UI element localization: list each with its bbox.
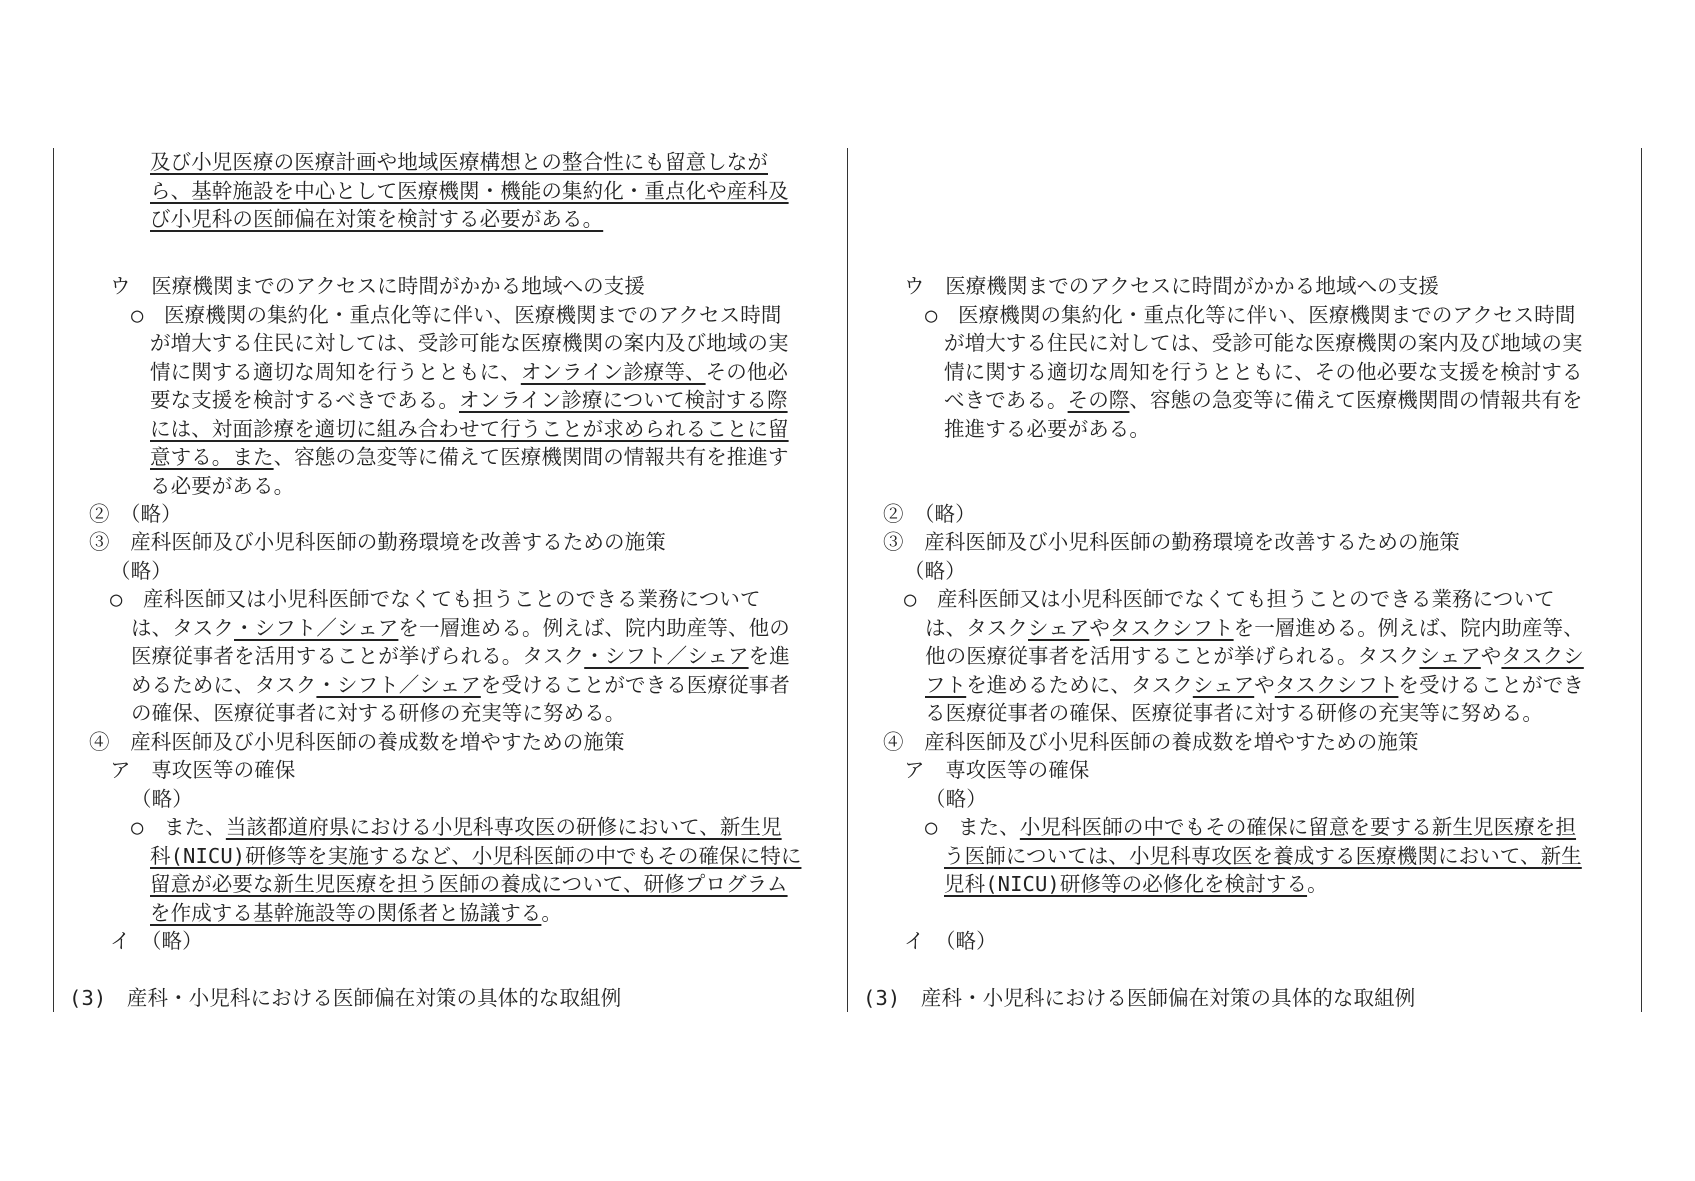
text-span: を一層進める。例えば、院内助産等、他の xyxy=(398,616,790,640)
text-span: ○ 産科医師又は小児科医師でなくても担うことのできる業務について xyxy=(110,587,761,611)
text-line xyxy=(110,756,295,784)
text-line xyxy=(863,984,1415,1012)
text-line xyxy=(150,415,789,443)
text-span: 、容態の急変等に備えて医療機関間の情報共有を xyxy=(1129,388,1583,412)
text-line xyxy=(89,528,666,556)
text-line xyxy=(69,984,621,1012)
text-line xyxy=(944,358,1583,386)
text-line xyxy=(944,870,1328,898)
text-span: ○ 医療機関の集約化・重点化等に伴い、医療機関までのアクセス時間 xyxy=(131,303,782,327)
underlined-text: タスクシフト xyxy=(1274,673,1399,697)
text-line xyxy=(131,813,782,841)
text-line xyxy=(150,899,562,927)
text-line xyxy=(110,927,203,955)
text-span: イ （略） xyxy=(110,929,203,953)
text-line xyxy=(110,557,172,585)
text-span: 医療従事者を活用することが挙げられる。タスク xyxy=(131,644,585,668)
underlined-text: 小児科医師の中でもその確保に留意を要する新生児医療を担 xyxy=(1019,815,1577,839)
underlined-text: フト xyxy=(925,673,967,697)
text-span: る医療従事者の確保、医療従事者に対する研修の充実等に努める。 xyxy=(925,701,1543,725)
text-span: ③ 産科医師及び小児科医師の勤務環境を改善するための施策 xyxy=(883,530,1460,554)
text-span: や xyxy=(1254,673,1275,697)
text-span: ○ 産科医師又は小児科医師でなくても担うことのできる業務について xyxy=(904,587,1555,611)
text-line xyxy=(150,842,801,870)
text-line xyxy=(904,756,1089,784)
text-span: の確保、医療従事者に対する研修の充実等に努める。 xyxy=(131,701,626,725)
text-span: （略） xyxy=(904,559,966,583)
text-span: ② （略） xyxy=(89,502,182,526)
underlined-text: 留意が必要な新生児医療を担う医師の養成について、研修プログラム xyxy=(150,872,788,896)
underlined-text: シェア xyxy=(1419,644,1481,668)
text-span: を受けることができる医療従事者 xyxy=(480,673,790,697)
text-span: ○ また、 xyxy=(925,815,1020,839)
underlined-text: 意する。また xyxy=(150,445,274,469)
text-line xyxy=(925,785,987,813)
text-line xyxy=(944,415,1150,443)
text-span: 。 xyxy=(541,901,563,925)
text-span: ○ また、 xyxy=(131,815,226,839)
text-line xyxy=(925,614,1584,642)
text-line xyxy=(131,301,781,329)
underlined-text: う医師については、小児科専攻医を養成する医療機関において、新生 xyxy=(944,844,1582,868)
text-line xyxy=(131,785,193,813)
text-line xyxy=(150,443,789,471)
text-span: や xyxy=(1480,644,1502,668)
underlined-text: オンライン診療等、 xyxy=(520,360,706,384)
text-span: その他必 xyxy=(705,360,789,384)
underlined-text: 及び小児医療の医療計画や地域医療構想との整合性にも留意しなが xyxy=(150,150,768,174)
text-span: （略） xyxy=(925,787,987,811)
text-line xyxy=(944,842,1582,870)
text-span: を進めるために、タスク xyxy=(966,673,1193,697)
text-span: （略） xyxy=(110,559,172,583)
text-span: ○ 医療機関の集約化・重点化等に伴い、医療機関までのアクセス時間 xyxy=(925,303,1576,327)
text-span: は、タスク xyxy=(925,616,1028,640)
text-span: ③ 産科医師及び小児科医師の勤務環境を改善するための施策 xyxy=(89,530,666,554)
text-line xyxy=(89,728,625,756)
right-border xyxy=(1641,148,1642,1012)
underlined-text: には、対面診療を適切に組み合わせて行うことが求められることに留 xyxy=(150,417,789,441)
text-span: ア 専攻医等の確保 xyxy=(904,758,1090,782)
underlined-text: オンライン診療について検討する際 xyxy=(459,388,788,412)
text-span: が増大する住民に対しては、受診可能な医療機関の案内及び地域の実 xyxy=(944,331,1583,355)
text-span: べきである。 xyxy=(944,388,1068,412)
text-line xyxy=(150,177,789,205)
text-line xyxy=(89,500,182,528)
text-line xyxy=(150,870,788,898)
underlined-text: ら、基幹施設を中心として医療機関・機能の集約化・重点化や産科及 xyxy=(150,179,789,203)
text-span: ア 専攻医等の確保 xyxy=(110,758,296,782)
text-line xyxy=(925,813,1576,841)
text-line xyxy=(150,329,789,357)
text-span: ウ 医療機関までのアクセスに時間がかかる地域への支援 xyxy=(110,274,645,298)
underlined-text: ・シフト／シェア xyxy=(584,644,749,668)
text-line xyxy=(150,472,294,500)
text-line xyxy=(925,671,1584,699)
text-span: (3) 産科・小児科における医師偏在対策の具体的な取組例 xyxy=(863,986,1416,1010)
text-span: が増大する住民に対しては、受診可能な医療機関の案内及び地域の実 xyxy=(150,331,789,355)
underlined-text: ・シフト／シェア xyxy=(234,616,399,640)
text-line xyxy=(883,528,1460,556)
underlined-text: 児科(NICU)研修等の必修化を検討する xyxy=(944,872,1308,896)
text-span: 要な支援を検討するべきである。 xyxy=(150,388,459,412)
underlined-text: ・シフト／シェア xyxy=(316,673,481,697)
text-line xyxy=(904,927,997,955)
text-line xyxy=(944,329,1583,357)
text-line xyxy=(925,699,1543,727)
text-line xyxy=(150,148,768,176)
underlined-text: 科(NICU)研修等を実施するなど、小児科医師の中でもその確保に特に xyxy=(150,844,802,868)
text-span: る必要がある。 xyxy=(150,474,295,498)
text-span: (3) 産科・小児科における医師偏在対策の具体的な取組例 xyxy=(69,986,622,1010)
text-span: めるために、タスク xyxy=(131,673,317,697)
text-span: ② （略） xyxy=(883,502,976,526)
text-span: 。 xyxy=(1307,872,1328,896)
text-span: 他の医療従事者を活用することが挙げられる。タスク xyxy=(925,644,1420,668)
text-span: ウ 医療機関までのアクセスに時間がかかる地域への支援 xyxy=(904,274,1439,298)
text-span: （略） xyxy=(131,787,193,811)
underlined-text: び小児科の医師偏在対策を検討する必要がある。 xyxy=(150,207,604,231)
text-line xyxy=(110,585,761,613)
text-line xyxy=(150,386,788,414)
text-span: ④ 産科医師及び小児科医師の養成数を増やすための施策 xyxy=(883,730,1419,754)
text-span: は、タスク xyxy=(131,616,234,640)
text-span: 推進する必要がある。 xyxy=(944,417,1150,441)
text-line xyxy=(131,699,625,727)
underlined-text: タスクシ xyxy=(1501,644,1584,668)
text-line xyxy=(110,272,645,300)
text-span: を受けることができ xyxy=(1398,673,1584,697)
text-line xyxy=(925,642,1584,670)
text-line xyxy=(150,358,788,386)
underlined-text: その際 xyxy=(1067,388,1130,412)
text-line xyxy=(131,614,790,642)
left-border xyxy=(53,148,54,1012)
underlined-text: シェア xyxy=(1192,673,1255,697)
text-line xyxy=(883,728,1419,756)
text-line xyxy=(904,585,1555,613)
underlined-text: タスクシフト xyxy=(1110,616,1234,640)
text-span: や xyxy=(1089,616,1110,640)
underlined-text: 当該都道府県における小児科専攻医の研修において、新生児 xyxy=(225,815,782,839)
text-line xyxy=(904,272,1439,300)
text-line xyxy=(131,671,790,699)
text-line xyxy=(131,642,790,670)
underlined-text: シェア xyxy=(1028,616,1090,640)
text-span: を一層進める。例えば、院内助産等、 xyxy=(1233,616,1584,640)
underlined-text: を作成する基幹施設等の関係者と協議する xyxy=(150,901,542,925)
text-span: ④ 産科医師及び小児科医師の養成数を増やすための施策 xyxy=(89,730,625,754)
text-span: 情に関する適切な周知を行うとともに、 xyxy=(150,360,521,384)
text-line xyxy=(925,301,1575,329)
text-span: を進 xyxy=(748,644,790,668)
center-divider xyxy=(847,148,848,1012)
text-line xyxy=(904,557,966,585)
text-span: 、容態の急変等に備えて医療機関間の情報共有を推進す xyxy=(273,445,789,469)
text-span: 情に関する適切な周知を行うとともに、その他必要な支援を検討する xyxy=(944,360,1583,384)
text-line xyxy=(944,386,1583,414)
text-line xyxy=(150,205,603,233)
text-line xyxy=(883,500,976,528)
text-span: イ （略） xyxy=(904,929,997,953)
